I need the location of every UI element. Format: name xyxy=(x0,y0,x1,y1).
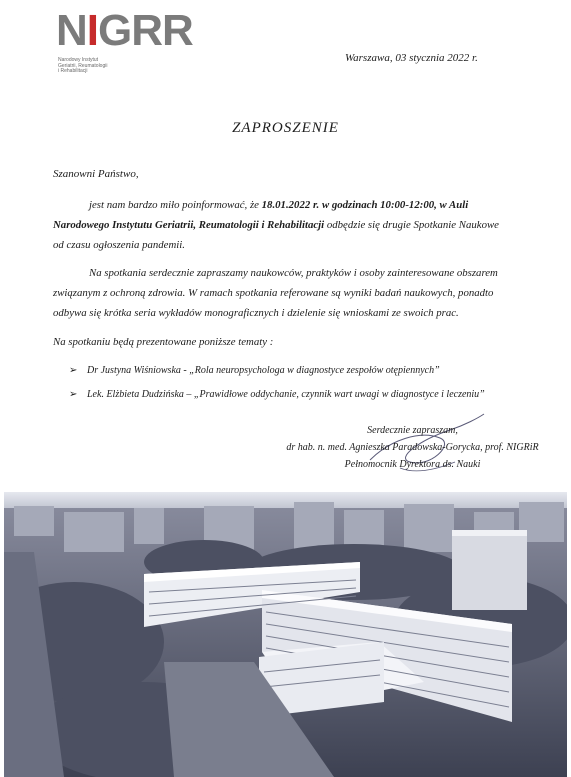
announcement-intro: jest nam bardzo miło poinformować, że xyxy=(89,199,262,211)
list-item xyxy=(69,358,485,382)
signature-block xyxy=(270,422,555,473)
sign-closing: Serdecznie zapraszam, xyxy=(367,425,458,436)
list-item xyxy=(69,382,485,406)
greeting: Szanowni Państwo, xyxy=(53,168,139,180)
logo-sub-line1: Narodowy Instytut xyxy=(58,57,99,63)
logo-letter-i: I xyxy=(86,6,99,55)
logo-sub-line2: Geriatrii, Reumatologii xyxy=(58,62,108,69)
logo-sub-line3: i Rehabilitacji xyxy=(58,68,88,74)
announcement-end: odbędzie się drugie Spotkanie Naukowe od czasu ogłoszenia pandemii. xyxy=(53,219,499,251)
topics-list xyxy=(69,358,485,406)
topic-text: Lek. Elżbieta Dudzińska – „Prawidłowe oddychanie, czynnik wart uwagi w diagnostyce i leczeniu” xyxy=(87,388,485,400)
logo-letters-grr: GRR xyxy=(98,6,193,55)
paragraph-invitation xyxy=(53,263,509,323)
arrow-bullet-icon: ➢ xyxy=(69,364,78,376)
paragraph-topics-intro: Na spotkaniu będą prezentowane poniższe tematy : xyxy=(53,336,274,348)
announcement-date-place: 18.01.2022 r. w godzinach 10:00-12:00, w Auli Narodowego Instytutu Geriatrii, Reumatologii i Rehabilitacji xyxy=(53,199,469,231)
institute-logo xyxy=(56,6,193,84)
paragraph-announcement xyxy=(53,195,509,255)
letter-title: ZAPROSZENIE xyxy=(232,120,339,136)
signatory-position: Pełnomocnik Dyrektora ds. Nauki xyxy=(344,459,481,470)
logo-letter-n: N xyxy=(56,6,87,55)
topic-text: Dr Justyna Wiśniowska - „Rola neuropsychologa w diagnostyce zespołów otępiennych” xyxy=(87,364,440,376)
letter-date: Warszawa, 03 stycznia 2022 r. xyxy=(345,52,478,64)
aerial-campus-photo xyxy=(4,492,567,777)
logo-subtitle xyxy=(58,58,138,75)
signatory-name: dr hab. n. med. Agnieszka Paradowska-Gorycka, prof. NIGRiR xyxy=(286,442,539,453)
invitation-text: Na spotkania serdecznie zapraszamy naukowców, praktyków i osoby zainteresowane obszarem związanym z ochroną zdrowia. W ramach spotkania referowane są wyniki badań naukowych, ponadto odbywa się krótka seria wykładów monograficznych i dzielenie się wnioskami ze swoich prac. xyxy=(53,267,498,319)
logo-mark xyxy=(56,6,193,56)
arrow-bullet-icon: ➢ xyxy=(69,388,78,400)
